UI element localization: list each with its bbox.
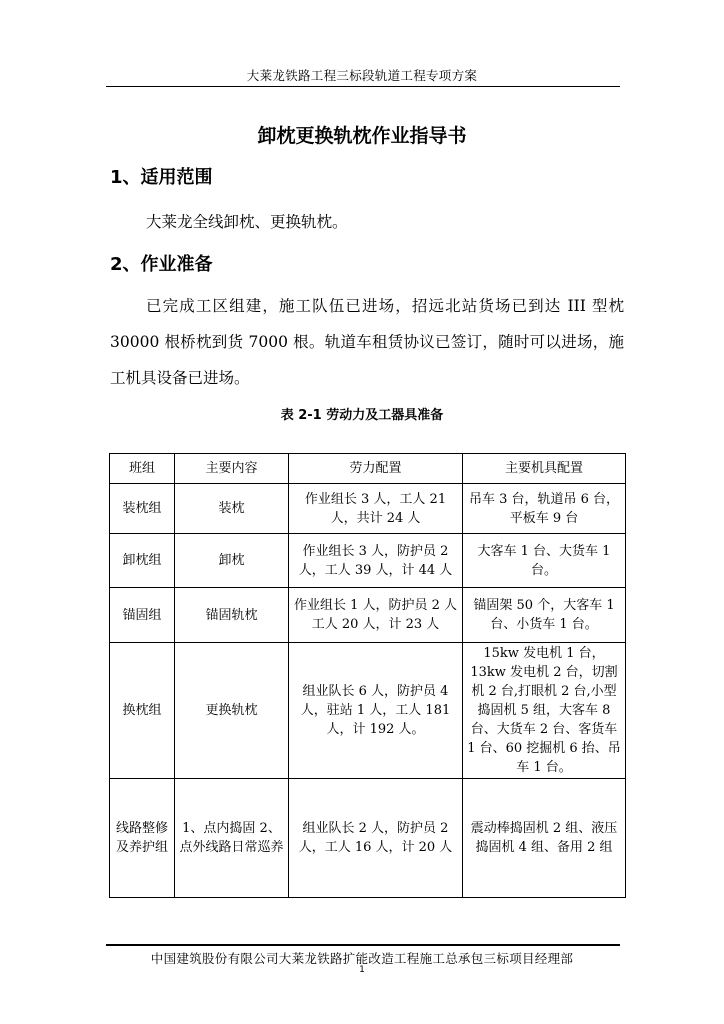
labor-equipment-table — [109, 453, 626, 898]
table-row — [110, 484, 626, 534]
table-cell: 锚固架 50 个，大客车 1 台、小货车 1 台。 — [463, 588, 626, 643]
table-cell: 作业组长 3 人，防护员 2 人，工人 39 人，计 44 人 — [289, 534, 463, 588]
table-row — [110, 588, 626, 643]
table-header-cell: 主要机具配置 — [463, 454, 626, 484]
footer-rule — [106, 944, 620, 946]
header-rule — [106, 86, 620, 87]
table-header-cell: 班组 — [110, 454, 175, 484]
table-header-row — [110, 454, 626, 484]
table-cell: 装枕组 — [110, 484, 175, 534]
table-cell: 锚固组 — [110, 588, 175, 643]
table-cell: 吊车 3 台，轨道吊 6 台，平板车 9 台 — [463, 484, 626, 534]
page-header: 大莱龙铁路工程三标段轨道工程专项方案 — [246, 68, 478, 83]
section-body-preparation: 已完成工区组建，施工队伍已进场，招远北站货场已到达 III 型枕 30000 根桥枕到货 7000 根。轨道车租赁协议已签订，随时可以进场，施工机具设备已进场。 — [110, 297, 624, 387]
table-header-cell: 劳力配置 — [289, 454, 463, 484]
table-cell: 更换轨枕 — [175, 643, 289, 779]
table-cell: 震动棒捣固机 2 组、液压捣固机 4 组、备用 2 组 — [463, 779, 626, 898]
table-cell: 组业队长 2 人，防护员 2 人，工人 16 人，计 20 人 — [289, 779, 463, 898]
section-heading-scope: 1、适用范围 — [110, 167, 213, 188]
table-header-cell: 主要内容 — [175, 454, 289, 484]
table-cell: 卸枕 — [175, 534, 289, 588]
table-cell: 1、点内捣固 2、点外线路日常巡养 — [175, 779, 289, 898]
table-cell: 作业组长 3 人，工人 21 人，共计 24 人 — [289, 484, 463, 534]
page-number: 1 — [359, 965, 365, 975]
section-body-scope: 大莱龙全线卸枕、更换轨枕。 — [146, 213, 348, 231]
page-footer: 中国建筑股份有限公司大莱龙铁路扩能改造工程施工总承包三标项目经理部 — [150, 951, 574, 966]
table-cell: 组业队长 6 人，防护员 4 人，驻站 1 人，工人 181 人，计 192 人。 — [289, 643, 463, 779]
table-cell: 锚固轨枕 — [175, 588, 289, 643]
table-caption: 表 2-1 劳动力及工器具准备 — [280, 408, 444, 423]
table-cell: 装枕 — [175, 484, 289, 534]
document-title: 卸枕更换轨枕作业指导书 — [257, 125, 467, 147]
table-row — [110, 643, 626, 779]
table-row — [110, 534, 626, 588]
table-cell: 换枕组 — [110, 643, 175, 779]
table-cell: 卸枕组 — [110, 534, 175, 588]
table-cell: 大客车 1 台、大货车 1 台。 — [463, 534, 626, 588]
section-heading-preparation: 2、作业准备 — [110, 254, 213, 275]
table-cell: 线路整修及养护组 — [110, 779, 175, 898]
table-cell: 15kw 发电机 1 台，13kw 发电机 2 台，切割机 2 台,打眼机 2 台,小型捣固机 5 组，大客车 8 台、大货车 2 台、客货车 1 台、60 挖掘机 6 抬、吊车 1 台。 — [463, 643, 626, 779]
table-row — [110, 779, 626, 898]
table-cell: 作业组长 1 人，防护员 2 人工人 20 人，计 23 人 — [289, 588, 463, 643]
